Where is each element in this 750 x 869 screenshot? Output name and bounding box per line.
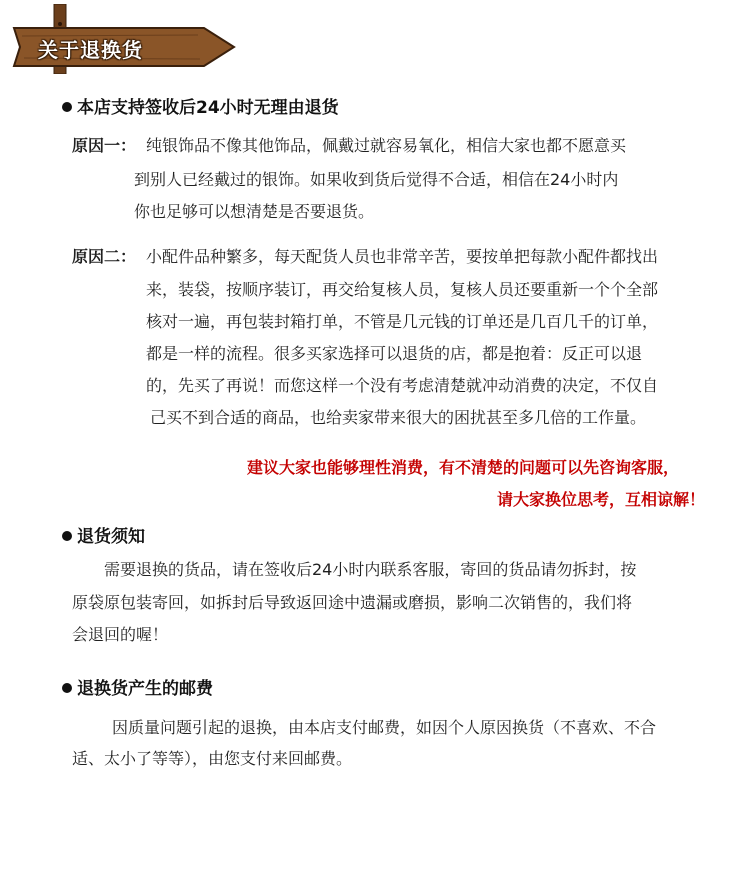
section-return-notice-heading <box>62 526 145 548</box>
section-return-policy-heading <box>62 97 339 119</box>
paragraph-line: 核对一遍，再包装封箱打单，不管是几元钱的订单还是几百几千的订单， <box>146 312 659 331</box>
advice-line: 建议大家也能够理性消费，有不清楚的问题可以先咨询客服， <box>247 458 680 477</box>
bullet-icon <box>62 102 72 112</box>
paragraph-line: 会退回的喔！ <box>72 625 169 644</box>
advice-line: 请大家换位思考，互相谅解！ <box>497 490 706 509</box>
heading-text: 退换货产生的邮费 <box>77 679 213 699</box>
header-sign <box>8 4 238 74</box>
paragraph-line: 己买不到合适的商品，也给卖家带来很大的困扰甚至多几倍的工作量。 <box>150 408 647 427</box>
heading-text: 本店支持签收后24小时无理由退货 <box>77 98 339 118</box>
paragraph-line: 纯银饰品不像其他饰品，佩戴过就容易氧化，相信大家也都不愿意买 <box>146 136 627 155</box>
paragraph-line: 的，先买了再说！而您这样一个没有考虑清楚就冲动消费的决定，不仅自 <box>146 376 659 395</box>
paragraph-line: 适、太小了等等），由您支付来回邮费。 <box>72 749 353 768</box>
paragraph-line: 因质量问题引起的退换，由本店支付邮费，如因个人原因换货（不喜欢、不合 <box>112 718 657 737</box>
paragraph-line: 小配件品种繁多，每天配货人员也非常辛苦，要按单把每款小配件都找出 <box>146 247 659 266</box>
bullet-icon <box>62 683 72 693</box>
paragraph-line: 都是一样的流程。很多买家选择可以退货的店，都是抱着：反正可以退 <box>146 344 643 363</box>
paragraph-line: 你也足够可以想清楚是否要退货。 <box>134 202 375 221</box>
reason-one-label: 原因一： <box>72 136 137 155</box>
paragraph-line: 来，装袋，按顺序装订，再交给复核人员，复核人员还要重新一个个全部 <box>146 280 659 299</box>
heading-text: 退货须知 <box>77 527 145 547</box>
paragraph-line: 原袋原包装寄回，如拆封后导致返回途中遗漏或磨损，影响二次销售的，我们将 <box>72 593 633 612</box>
page-title: 关于退换货 <box>38 38 143 62</box>
paragraph-line: 到别人已经戴过的银饰。如果收到货后觉得不合适，相信在24小时内 <box>134 170 619 189</box>
reason-two-label: 原因二： <box>72 247 137 266</box>
section-shipping-fee-heading <box>62 678 213 700</box>
bullet-icon <box>62 531 72 541</box>
paragraph-line: 需要退换的货品，请在签收后24小时内联系客服，寄回的货品请勿拆封，按 <box>104 560 637 579</box>
